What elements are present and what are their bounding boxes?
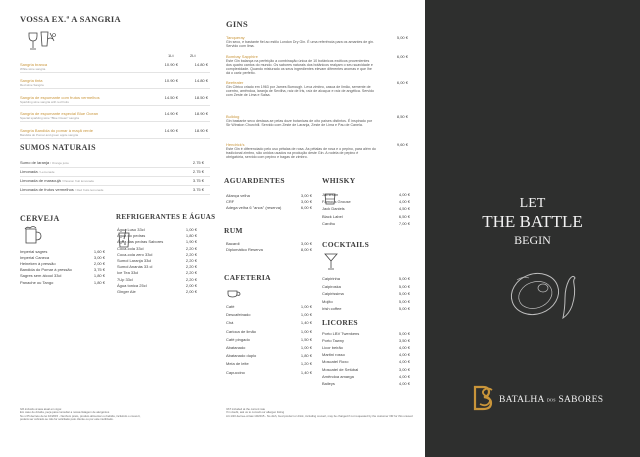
- gin-item-name: Bulldog: [226, 114, 240, 119]
- licor-item-name: Porto LBV Twenkens: [322, 331, 360, 336]
- whisky-item-name: Jameson: [322, 192, 339, 197]
- refr-item-name: Coca-cola zero 33cl: [117, 251, 153, 257]
- refr-price: 1,00 €: [185, 227, 197, 232]
- sangria-price-1lt: 14.90 €: [164, 111, 178, 116]
- meat-and-pepper-illustration-icon: [503, 262, 583, 324]
- gin-price: 5,00 €: [396, 35, 408, 40]
- whisky-price: 4,00 €: [398, 199, 410, 205]
- coffee-cup-icon: [226, 285, 242, 295]
- refr-price: 2,20 €: [185, 276, 197, 282]
- licor-item-name: Moscatel de Setúbal: [322, 366, 359, 372]
- rum-price: 8,00 €: [300, 247, 312, 253]
- brand-name-part2: SABORES: [558, 395, 604, 405]
- refr-item-name: 7Up 33cl: [117, 276, 133, 282]
- whisky-item-name: Cardhu: [322, 220, 336, 226]
- sangria-item-subtitle: Sparkling wine sangria with red fruits: [20, 99, 69, 104]
- cafeteria-title: CAFETERIA: [224, 273, 271, 282]
- cerveja-item-name: Imperial Caneca: [20, 255, 50, 261]
- cocktail-price: 5,00 €: [398, 276, 410, 281]
- sangria-item-subtitle: Red wine Sangria: [20, 82, 44, 87]
- cerveja-price: 1,80 €: [93, 273, 105, 279]
- sangria-row-rule: [20, 138, 210, 139]
- beer-mug-icon: [22, 225, 44, 245]
- whisky-price: 7,00 €: [398, 220, 410, 226]
- aguardente-price: 3,00 €: [300, 193, 312, 198]
- cerveja-item-name: Panache ou Tango: [20, 279, 54, 285]
- gin-item-name: Bombay Sapphire: [226, 54, 258, 59]
- sangria-item-name: Sangria branca: [20, 62, 48, 67]
- refr-item-name: Água tonica 25cl: [117, 282, 147, 288]
- licor-price: 3,50 €: [398, 338, 410, 344]
- cafeteria-item-name: Café: [226, 304, 235, 309]
- sumo-row-rule: [20, 176, 210, 177]
- aguardentes-title: AGUARDENTES: [224, 176, 285, 185]
- sangria-price-2lt: 14.80 €: [194, 78, 208, 83]
- slogan-line-2: THE BATTLE: [482, 212, 583, 231]
- cocktail-item-name: Irish coffee: [322, 306, 342, 312]
- refr-item-name: Água Luso 33cl: [117, 227, 145, 232]
- cerveja-item-name: Imperial sagres: [20, 249, 48, 254]
- cocktail-price: 5,00 €: [398, 298, 410, 304]
- cerveja-item-name: Bandida do Pomar à pressão: [20, 267, 72, 273]
- gins-title: GINS: [226, 19, 248, 29]
- gin-description: Gin bastante seco destaca-se pelas doze botanicas de oito países distintos. É inspirado por Sir Winston Churchill. Servido com Zeste de Laranja, Zeste de Lima e Pau de Canela.: [226, 118, 373, 127]
- sangria-row-rule: [20, 72, 210, 73]
- gin-price: 8,50 €: [396, 114, 408, 119]
- sangria-price-2lt: 14.80 €: [194, 62, 208, 67]
- refr-price: 1,80 €: [185, 233, 197, 239]
- footnote-pt: IVA incluído à taxa atual em vigor. Em caso de dúvida, peça para consultar a nossa listagem de alergénios No s 05 decreto de lei 10/2015 - Nenhum prato, produto alimentar ou bebida, incluindo o couvert, poderá ser cobrado se não for solicitado pelo cliente ou por este inutilizado.: [20, 407, 141, 422]
- whisky-item-name: Jack Daniels: [322, 206, 345, 212]
- refr-item-name: Ice Tea 33cl: [117, 270, 139, 276]
- whisky-item-name: Famous Grouse: [322, 199, 351, 205]
- brand-name-small: DOS: [546, 397, 556, 403]
- sumo-item-subtitle: / Red fruits lemonade: [74, 188, 104, 192]
- gin-description: Gin Cítrico criado em 1963 por James Burrough. Leva zimbro, casca de limão, semente de coentro, amêndoa, laranja de Sevilha, raíz de Íris, raíz de alcaçuz e raíz de angélica. Servido com Zeste de Lima e Salsa.: [226, 84, 375, 97]
- brand-panel: [425, 0, 640, 457]
- sangria-price-2lt: 18.90 €: [194, 111, 208, 116]
- cafeteria-item-name: Meia de leite: [226, 361, 249, 367]
- gin-item-name: Hendrick's: [226, 142, 245, 147]
- sangria-price-1lt: 10.90 €: [164, 78, 178, 83]
- refr-price: 2,00 €: [185, 282, 197, 288]
- aguardente-price: 6,00 €: [300, 205, 312, 211]
- sangria-price-1lt: 14.90 €: [164, 128, 178, 133]
- refr-item-name: Ginger Ale: [117, 289, 136, 294]
- licor-price: 4,00 €: [398, 380, 410, 386]
- cocktail-price: 5,00 €: [398, 283, 410, 289]
- licor-price: 3,00 €: [398, 366, 410, 372]
- refr-item-name: Água das pedras Sabores: [117, 239, 164, 245]
- sumo-item-subtitle: / Orange juice: [50, 161, 69, 165]
- licor-item-name: Licor beirão: [322, 345, 343, 351]
- cerveja-title: CERVEJA: [20, 214, 60, 223]
- sangria-item-name: Sangria de espumante com frutos vermelhos: [20, 95, 100, 100]
- whisky-price: 4,00 €: [398, 192, 410, 197]
- sumo-item-subtitle: / Passion fruit lemonade: [61, 179, 94, 183]
- gin-price: 6,00 €: [396, 80, 408, 85]
- cocktails-title: COCKTAILS: [322, 240, 370, 249]
- licor-price: 4,00 €: [398, 352, 410, 358]
- refr-title: REFRIGERANTES E ÁGUAS: [116, 213, 216, 221]
- cafeteria-item-name: Abatanado: [226, 345, 246, 350]
- cerveja-item-name: Sagres sem álcool 33cl: [20, 273, 62, 279]
- refr-price: 2,20 €: [185, 245, 197, 251]
- sangria-title: VOSSA EX.ª A SANGRIA: [20, 14, 121, 24]
- refr-item-name: Sumol Laranja 33cl: [117, 258, 152, 263]
- gin-description: Este Gin balança na perfeição a combinação única de 10 botânicos exóticos provenientes dos quatro cantos do mundo. Os sabores naturais dos botânicos realçam o seu suavidade e complexidade. Quando misturado os seus ingredientes elevam diferentes aromas e que lhe dá o cariz perfeito.: [226, 58, 373, 76]
- sangria-row-rule: [20, 121, 210, 122]
- footnote-en: VAT included at the current rate If in doubt, ask us to consult our allergen listing Art.1/20 decree-of-law 10/2015 - No dish, food product or drink, including couvert, may be charged if not requested by the customer OR for this unused: [226, 407, 413, 418]
- cerveja-price: 2,00 €: [93, 261, 105, 267]
- whisky-price: 4,50 €: [398, 206, 410, 212]
- licor-price: 4,00 €: [398, 359, 410, 365]
- licor-price: 5,00 €: [398, 331, 410, 336]
- cerveja-price: 1,80 €: [93, 279, 105, 285]
- sumo-row-rule: [20, 167, 210, 168]
- licor-item-name: Porto Tawny: [322, 338, 344, 344]
- aguardente-price: 3,00 €: [300, 199, 312, 205]
- sangria-item-subtitle: Special sparkling wine "Blue Ocean" sangria: [20, 115, 79, 120]
- refr-price: 1,90 €: [185, 239, 197, 245]
- cafeteria-item-name: Abatanado duplo: [226, 353, 257, 359]
- col-header-1lt: 1Lt: [168, 53, 174, 58]
- sumo-item-name: Sumo de laranja / Orange juice: [20, 160, 69, 165]
- cafeteria-item-name: Chá: [226, 320, 234, 326]
- refr-price: 2,20 €: [185, 264, 197, 270]
- refr-price: 2,00 €: [185, 289, 197, 294]
- sumo-row-rule: [20, 185, 210, 186]
- gin-price: 6,00 €: [396, 54, 408, 59]
- cerveja-price: 3,00 €: [93, 255, 105, 261]
- cerveja-item-name: Heineken à pressão: [20, 261, 56, 267]
- refr-price: 2,20 €: [185, 251, 197, 257]
- gin-description: Este Gin é diferenciado pelo uso pétalas de rosa. As pétalas de rosa e o pepino, para além do tradicional zimbro, são unidos usados na produção deste Gin. A rodela de pepino é obrigatória, servido com pepino e bagas de zimbro.: [226, 146, 376, 159]
- gin-description: Gin seco, e bastante fiel ao estilo London Dry Gin. É uma referência para os amantes de gin. Servido com lima.: [226, 39, 375, 48]
- cocktail-price: 5,00 €: [398, 291, 410, 297]
- brand-name: [499, 395, 603, 405]
- licor-price: 4,00 €: [398, 373, 410, 379]
- refr-price: 2,20 €: [185, 270, 197, 276]
- cocktail-item-name: Caipirinha: [322, 276, 341, 281]
- licor-price: 4,00 €: [398, 345, 410, 351]
- cafeteria-price: 1,00 €: [300, 304, 312, 309]
- sangria-item-subtitle: Bandida do Pomar and green apple sangria: [20, 132, 79, 137]
- cocktail-item-name: Caipirissima: [322, 291, 344, 297]
- sangria-row-rule: [20, 88, 210, 89]
- sangria-price-1lt: 14.50 €: [164, 95, 178, 100]
- cafeteria-price: 1,80 €: [300, 353, 312, 359]
- sangria-price-1lt: 10.90 €: [164, 62, 178, 67]
- whisky-item-name: Black Label: [322, 213, 343, 219]
- rum-item-name: Diplomático Reserva: [226, 247, 263, 253]
- sumo-price: 2.75 €: [192, 169, 204, 174]
- cerveja-price: 3,75 €: [93, 267, 105, 273]
- cafeteria-price: 1,00 €: [300, 312, 312, 318]
- cafeteria-price: 1,20 €: [300, 361, 312, 367]
- aguardente-item-name: Aliança velha: [226, 193, 250, 198]
- refr-price: 2,20 €: [185, 258, 197, 263]
- sangria-item-name: Sangria tinta: [20, 78, 43, 83]
- cocktail-price: 5,00 €: [398, 306, 410, 312]
- sumo-price: 3.75 €: [192, 187, 204, 192]
- refr-item-name: Água do pedras: [117, 233, 146, 239]
- cafeteria-item-name: Carioca de limão: [226, 328, 257, 334]
- licor-item-name: Amêndoa amarga: [322, 373, 354, 379]
- sumo-price: 3.75 €: [192, 178, 204, 183]
- sumo-price: 2.75 €: [192, 160, 204, 165]
- sangria-price-2lt: 18.50 €: [194, 95, 208, 100]
- cafeteria-price: 1,00 €: [300, 328, 312, 334]
- refr-item-name: Sumol Ananás 33 cl: [117, 264, 153, 270]
- sangria-item-subtitle: White wine sangria: [20, 66, 46, 71]
- licor-item-name: Baileys: [322, 380, 335, 386]
- sumo-item-subtitle: / Lemonade: [38, 170, 55, 174]
- slogan-line-3: BEGIN: [514, 233, 551, 247]
- sangria-row-rule: [20, 105, 210, 106]
- licores-title: LICORES: [322, 318, 358, 327]
- sumo-item-name: Limonada de frutos vermelhos / Red fruits lemonade: [20, 187, 104, 192]
- sangria-price-2lt: 18.90 €: [194, 128, 208, 133]
- sangria-item-name: Sangria Bandida do pomar à maçã verde: [20, 128, 93, 133]
- cafeteria-price: 1,00 €: [300, 345, 312, 350]
- licor-item-name: Moscatel Roxo: [322, 359, 349, 365]
- gin-item-name: Beefeater: [226, 80, 244, 85]
- col-header-2lt: 2Lt: [190, 53, 196, 58]
- gin-price: 9,60 €: [396, 142, 408, 147]
- cerveja-price: 1,60 €: [93, 249, 105, 254]
- cocktail-item-name: Caipiroska: [322, 283, 341, 289]
- rum-title: RUM: [224, 226, 243, 235]
- whisky-title: WHISKY: [322, 176, 356, 185]
- bs-logo-icon: [473, 385, 495, 413]
- refr-item-name: Coca-cola 33cl: [117, 245, 144, 251]
- whisky-price: 6,50 €: [398, 213, 410, 219]
- cafeteria-item-name: Café pingado: [226, 336, 250, 342]
- aguardente-item-name: Adega velha 6 "anos" (reserva): [226, 205, 282, 211]
- sumo-item-name: Limonada de maracujá / Passion fruit lemonade: [20, 178, 94, 183]
- cafeteria-item-name: Capuccino: [226, 369, 245, 375]
- brand-name-part1: BATALHA: [499, 395, 545, 405]
- cafeteria-price: 1,40 €: [300, 320, 312, 326]
- sumo-item-name: Limonada / Lemonade: [20, 169, 55, 174]
- rum-item-name: Bacardi: [226, 241, 240, 246]
- aguardente-item-name: CRF: [226, 199, 235, 205]
- sumos-title: SUMOS NATURAIS: [20, 143, 96, 152]
- sumo-row-rule: [20, 194, 210, 195]
- cafeteria-price: 1,50 €: [300, 336, 312, 342]
- licor-item-name: Martini rosso: [322, 352, 345, 358]
- rum-price: 3,00 €: [300, 241, 312, 246]
- gin-item-name: Tanqueray: [226, 35, 245, 40]
- cafeteria-item-name: Descafeinado: [226, 312, 251, 318]
- sangria-glasses-icon: [26, 30, 58, 52]
- slogan-line-1: LET: [519, 196, 546, 211]
- sangria-item-name: Sangria de espumante especial Blue Ocean: [20, 111, 99, 116]
- cafeteria-price: 1,40 €: [300, 369, 312, 375]
- cocktail-glass-icon: [324, 252, 338, 270]
- cocktail-item-name: Mojito: [322, 298, 333, 304]
